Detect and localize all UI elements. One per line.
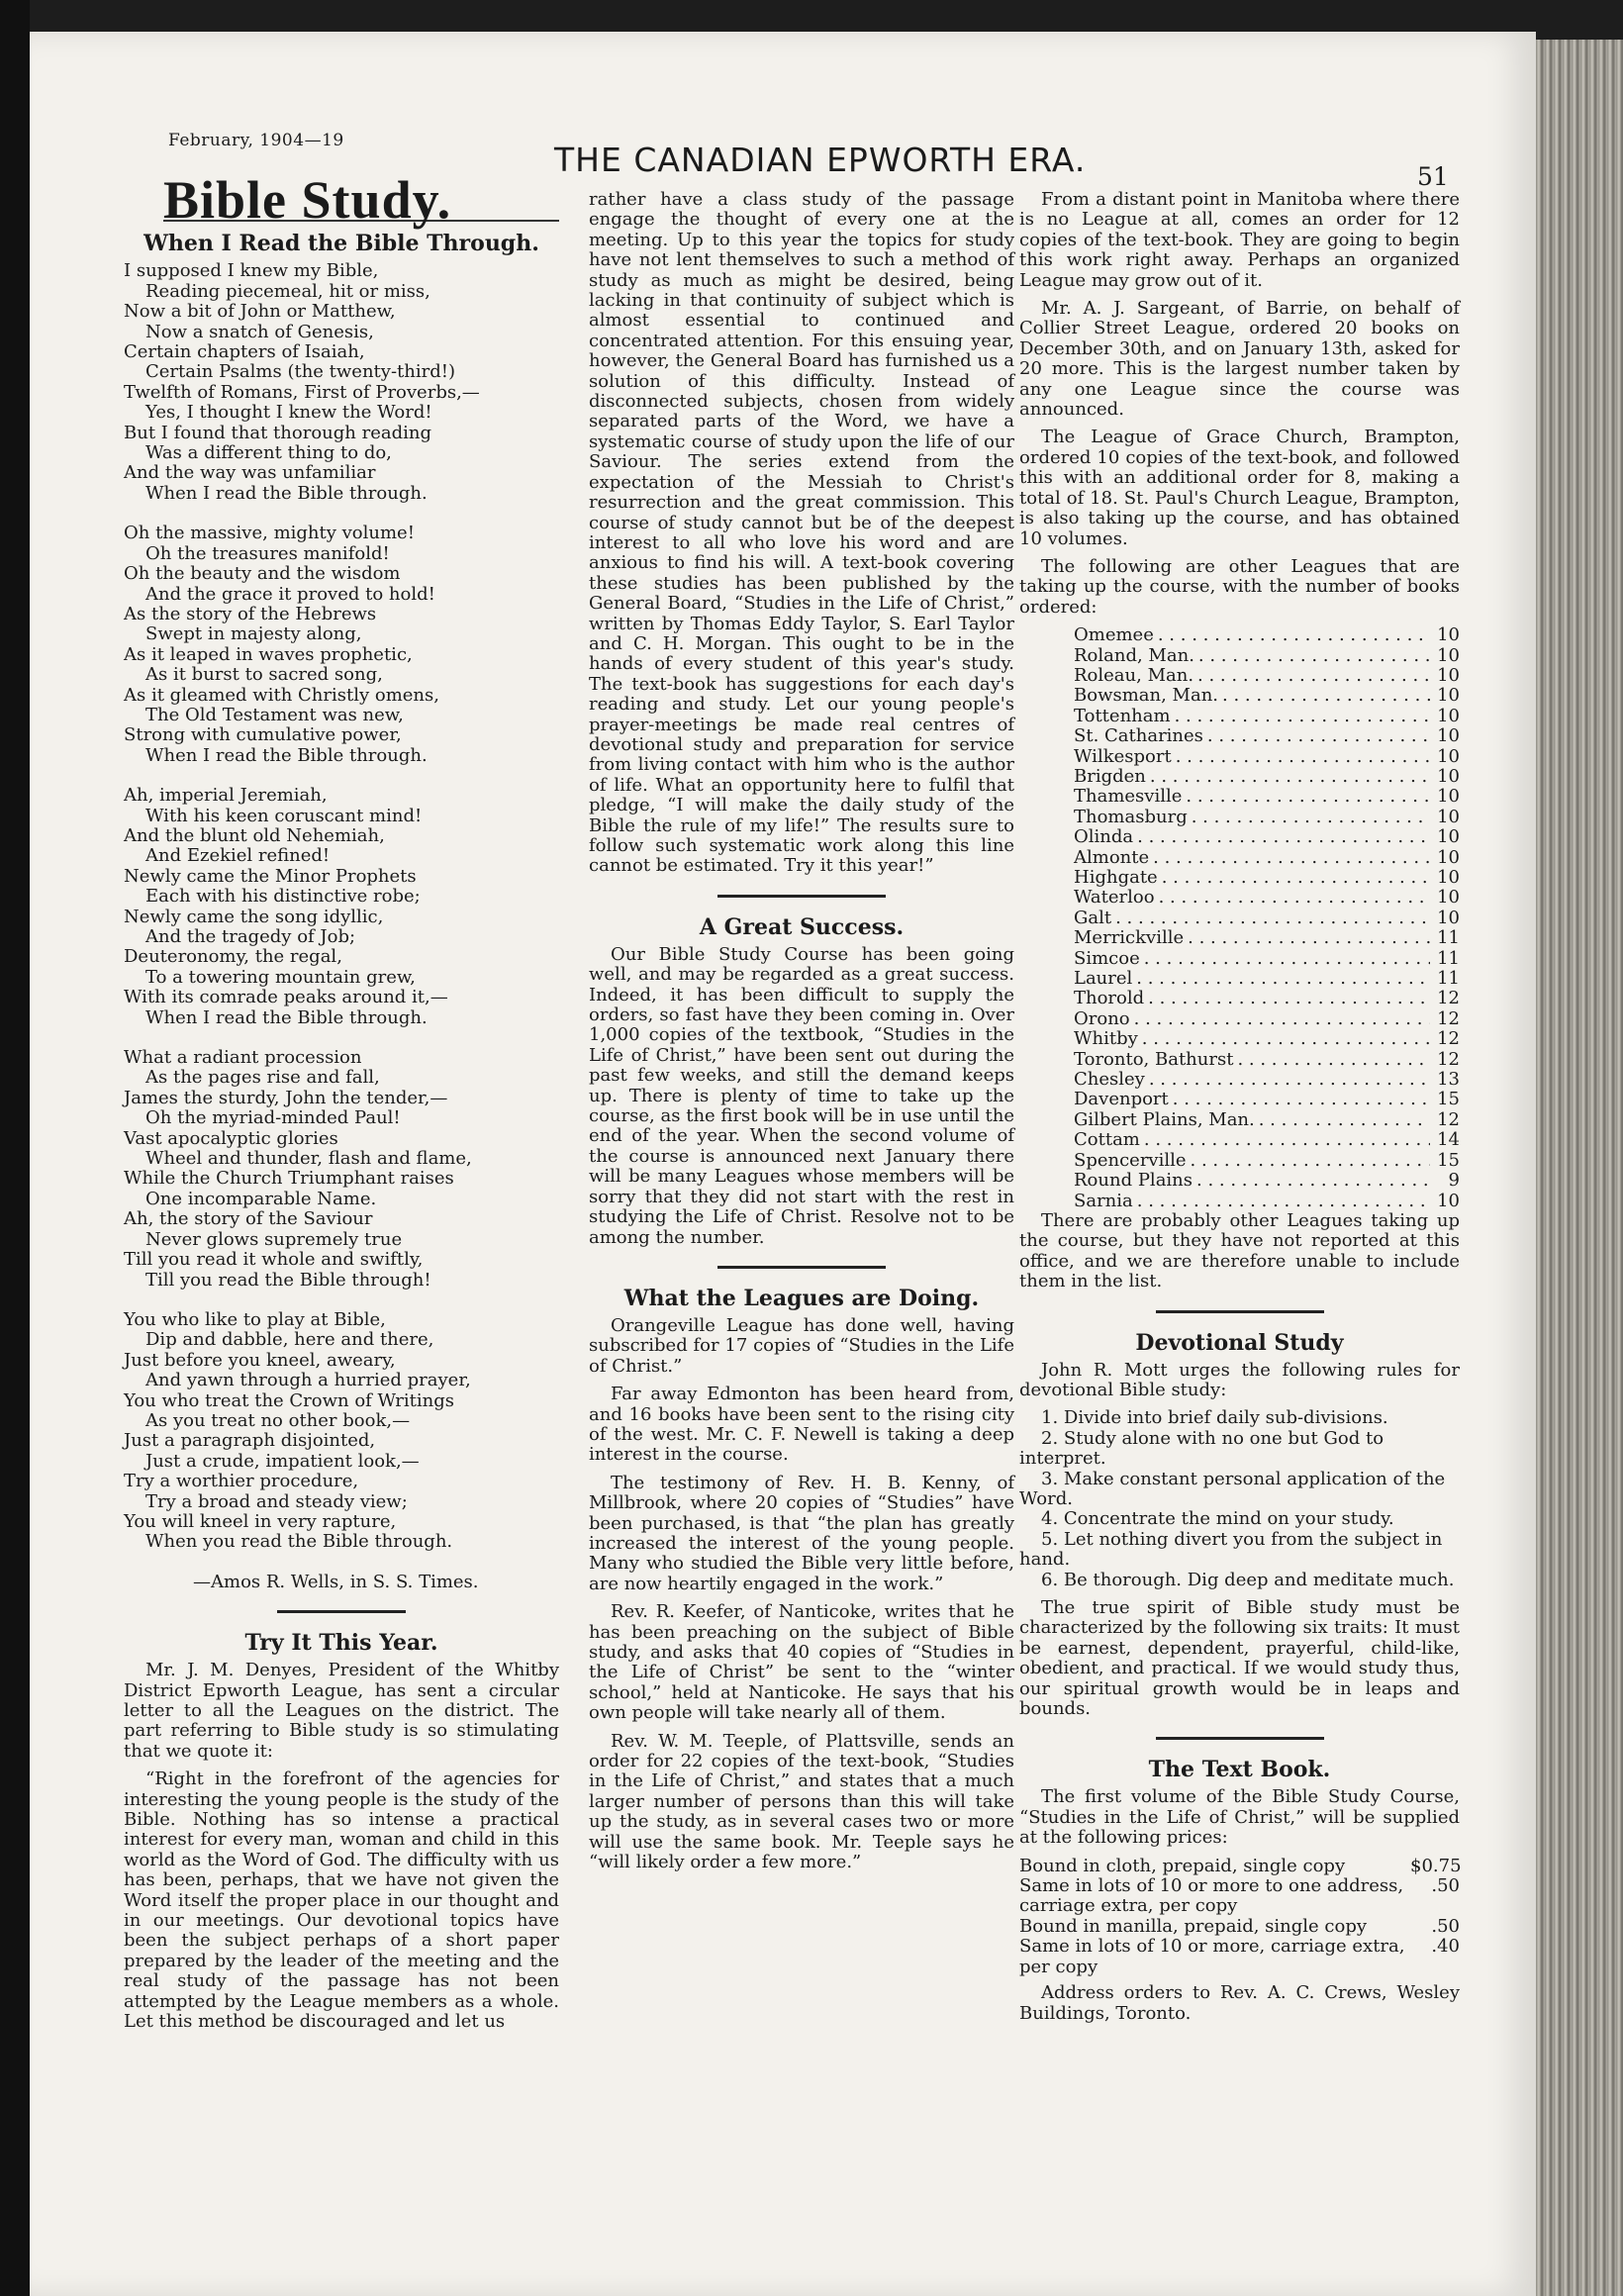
league-count: 10 [1437, 725, 1460, 747]
poem-line: Certain Psalms (the twenty-third!) [145, 361, 456, 383]
poem-line: Deuteronomy, the regal, [124, 946, 342, 968]
league-name: Simcoe [1074, 947, 1140, 969]
poem-line: I supposed I knew my Bible, [124, 260, 379, 282]
poem-line: One incomparable Name. [145, 1188, 377, 1209]
devotional-rules [1019, 1408, 1460, 1590]
poem-line: And Ezekiel refined! [145, 845, 331, 867]
price-description: Bound in cloth, prepaid, single copy [1019, 1855, 1346, 1876]
poem-line: As the story of the Hebrews [124, 603, 377, 624]
order-address: Address orders to Rev. A. C. Crews, Wesley Buildings, Toronto. [1019, 1982, 1460, 2024]
divider [1156, 1737, 1324, 1740]
dot-leader [1162, 868, 1430, 888]
col3-paragraph: The League of Grace Church, Brampton, ordered 10 copies of the text-book, and followed this with an additional order for 8, making a total of 18. St. Paul's Church League, Brampton, is also taking up the course, and has obtained 10 volumes. [1019, 427, 1460, 549]
poem-line: Twelfth of Romans, First of Proverbs,— [124, 381, 480, 403]
poem-line: James the sturdy, John the tender,— [124, 1087, 448, 1108]
league-list-item [1019, 707, 1460, 726]
league-count: 15 [1437, 1089, 1460, 1110]
league-name: Gilbert Plains, Man. [1074, 1108, 1255, 1130]
price-description: Same in lots of 10 or more to one address, carriage extra, per copy [1019, 1875, 1404, 1917]
poem-line: Each with his distinctive robe; [145, 886, 421, 908]
poem-line: While the Church Triumphant raises [124, 1168, 454, 1190]
league-count: 12 [1437, 1108, 1460, 1130]
poem-line: Just before you kneel, aweary, [124, 1349, 396, 1371]
league-list-item [1019, 827, 1460, 847]
poem-line: And the tragedy of Job; [145, 926, 356, 947]
col3-paragraph: The following are other Leagues that are taking up the course, with the number of books ordered: [1019, 555, 1460, 618]
success-paragraph: Our Bible Study Course has been going well, and may be regarded as a great success. Indeed, it has been difficult to supply the orders, so fast have they been coming in. Over 1,000 copies of the textbook, “Studies in the Life of Christ,” have been sent out during the past few weeks, and still the demand keeps up. There is plenty of time to take up the course, as the first book will be in use until the end of the year. When the second volume of the course is announced next January there will be many Leagues whose members will be sorry that they did not start with the rest in studying the Life of Christ. Resolve not to be among the number. [589, 943, 1014, 1248]
column-1 [124, 170, 559, 2041]
price-value: .40 [1431, 1936, 1460, 1958]
league-name: Whitby [1074, 1028, 1138, 1050]
dot-leader [1186, 787, 1430, 807]
poem-stanza [124, 524, 559, 766]
poem-line: Swept in majesty along, [145, 623, 362, 645]
league-name: Waterloo [1074, 887, 1155, 909]
dot-leader [1150, 767, 1430, 787]
poem-line: When you read the Bible through. [145, 1531, 453, 1553]
price-row [1019, 1857, 1460, 1876]
league-name: Spencerville [1074, 1149, 1187, 1171]
poem-line: When I read the Bible through. [145, 482, 428, 504]
try-title: Try It This Year. [244, 1630, 438, 1657]
league-name: Brigden [1074, 765, 1146, 787]
leagues-paragraph: Orangeville League has done well, having subscribed for 17 copies of “Studies in the Life of Christ.” [589, 1314, 1014, 1377]
leagues-paragraph: Far away Edmonton has been heard from, and 16 books have been sent to the rising city of the west. Mr. C. F. Newell is taking a deep interest in the course. [589, 1384, 1014, 1466]
poem-line: Now a snatch of Genesis, [145, 321, 374, 342]
dot-leader [1173, 1090, 1430, 1109]
dot-leader [1149, 1070, 1430, 1090]
league-list-item [1019, 646, 1460, 666]
league-name: Laurel [1074, 968, 1133, 990]
league-name: Roland, Man. [1074, 644, 1194, 666]
dot-leader [1197, 666, 1430, 686]
league-name: Roleau, Man. [1074, 664, 1194, 686]
poem-stanza [124, 1310, 559, 1553]
league-count: 12 [1437, 988, 1460, 1009]
league-count: 12 [1437, 1007, 1460, 1029]
dot-leader [1222, 686, 1430, 706]
league-list-item [1019, 686, 1460, 706]
devotional-rule: 4. Concentrate the mind on your study. [1041, 1508, 1394, 1530]
dot-leader [1196, 1171, 1430, 1191]
league-list-item [1019, 1090, 1460, 1109]
poem-line: As the pages rise and fall, [145, 1067, 380, 1089]
dot-leader [1153, 848, 1430, 868]
poem-line: The Old Testament was new, [145, 704, 404, 725]
league-name: Davenport [1074, 1089, 1169, 1110]
poem-line: And the way was unfamiliar [124, 462, 376, 484]
dot-leader [1176, 747, 1430, 767]
dot-leader [1191, 1151, 1430, 1171]
dot-leader [1148, 989, 1430, 1008]
league-count: 11 [1437, 927, 1460, 949]
price-value: .50 [1431, 1875, 1460, 1897]
league-count: 11 [1437, 947, 1460, 969]
league-name: Wilkesport [1074, 745, 1172, 767]
price-row [1019, 1917, 1460, 1937]
page-number: 51 [1417, 162, 1449, 191]
magazine-page [30, 32, 1536, 2296]
league-name: Merrickville [1074, 927, 1185, 949]
league-name: Galt [1074, 907, 1112, 928]
masthead-title: THE CANADIAN EPWORTH ERA. [554, 141, 1087, 179]
devotional-rule: 2. Study alone with no one but God to interpret. [1019, 1427, 1384, 1470]
league-list-item [1019, 1009, 1460, 1029]
continued-paragraph: rather have a class study of the passage engage the thought of every one at the meeting. Up to this year the topics for study have not lent themselves to such a method of study as much as might be desired, being lacking in that continuity of subject which is almost essential to continued and concentrated attention. For this ensuing year, however, the General Board has furnished us a solution of this difficulty. Instead of disconnected subjects, chosen from widely separated parts of the Word, we have a systematic course of study upon the life of our Saviour. The series extend from the expectation of the Messiah to Christ's resurrection and the great commission. This course of study cannot but be of the deepest interest to all who love his word and are anxious to find his will. A text-book covering these studies has been published by the General Board, “Studies in the Life of Christ,” written by Thomas Eddy Taylor, S. Earl Taylor and C. H. Morgan. This ought to be in the hands of every student of this year's study. The text-book has suggestions for each day's reading and study. Let our young people's prayer-meetings be made real centres of devotional study and preparation for service from living contact with him who is the author of life. What an opportunity here to fulfil that pledge, “I will make the daily study of the Bible the rule of my life!” The results sure to follow such systematic work along this line cannot be estimated. Try it this year!” [589, 189, 1014, 877]
poem-line: To a towering mountain grew, [145, 966, 416, 988]
poem-line: Just a crude, impatient look,— [145, 1450, 420, 1472]
league-name: Cottam [1074, 1129, 1140, 1151]
price-row [1019, 1876, 1460, 1917]
divider [1156, 1310, 1324, 1313]
poem-line: Oh the treasures manifold! [145, 542, 390, 564]
dot-leader [1175, 707, 1430, 726]
leagues-list [1019, 625, 1460, 1211]
league-list-item [1019, 1029, 1460, 1049]
dot-leader [1192, 808, 1430, 827]
league-list-item [1019, 808, 1460, 827]
league-count: 10 [1437, 806, 1460, 827]
devotional-title: Devotional Study [1135, 1329, 1344, 1356]
poem-line: With its comrade peaks around it,— [124, 987, 448, 1008]
after-list-paragraph: There are probably other Leagues taking up the course, but they have not reported at this office, and we are therefore unable to include them in the list. [1019, 1209, 1460, 1292]
league-count: 10 [1437, 664, 1460, 686]
dot-leader [1137, 827, 1430, 847]
league-count: 10 [1437, 644, 1460, 666]
poem-line: Newly came the song idyllic, [124, 906, 384, 927]
poem-line: Now a bit of John or Matthew, [124, 301, 396, 323]
textbook-intro: The first volume of the Bible Study Course, “Studies in the Life of Christ,” will be supplied at the following prices: [1019, 1786, 1460, 1849]
divider [717, 1266, 886, 1269]
league-list-item [1019, 1192, 1460, 1211]
league-count: 15 [1437, 1149, 1460, 1171]
dot-leader [1259, 1110, 1430, 1130]
devotional-closing: The true spirit of Bible study must be characterized by the following six traits: It must be earnest, dependent, prayerful, child-like, obedient, and practical. If we would study thus, our spiritual growth would be in leaps and bounds. [1019, 1597, 1460, 1720]
league-list-item [1019, 726, 1460, 746]
poem-line: Wheel and thunder, flash and flame, [145, 1148, 472, 1170]
league-count: 10 [1437, 705, 1460, 726]
col3-paragraph: Mr. A. J. Sargeant, of Barrie, on behalf of Collier Street League, ordered 20 books on December 30th, and on January 13th, asked for 20 more. This is the largest number taken by any one League since the course was announced. [1019, 298, 1460, 421]
league-list-item [1019, 1151, 1460, 1171]
league-name: Sarnia [1074, 1190, 1133, 1211]
league-list-item [1019, 848, 1460, 868]
poem-line: Ah, imperial Jeremiah, [124, 785, 328, 807]
divider [277, 1610, 406, 1613]
dot-leader [1137, 1192, 1430, 1211]
price-value: $0.75 [1410, 1855, 1462, 1876]
price-list [1019, 1857, 1460, 1977]
poem-attribution: —Amos R. Wells, in S. S. Times. [193, 1571, 479, 1592]
league-name: Thamesville [1074, 786, 1183, 808]
poem-line: You who treat the Crown of Writings [124, 1389, 454, 1411]
league-list-item [1019, 787, 1460, 807]
league-count: 12 [1437, 1028, 1460, 1050]
dot-leader [1134, 1009, 1430, 1029]
league-list-item [1019, 1050, 1460, 1070]
league-list-item [1019, 909, 1460, 928]
poem-line: Till you read it whole and swiftly, [124, 1249, 424, 1271]
dot-leader [1198, 646, 1430, 666]
dot-leader [1142, 1029, 1430, 1049]
poem-line: What a radiant procession [124, 1047, 362, 1069]
dot-leader [1237, 1050, 1430, 1070]
dot-leader [1144, 949, 1430, 969]
league-count: 13 [1437, 1069, 1460, 1091]
dot-leader [1158, 625, 1430, 645]
poem-line: As it leaped in waves prophetic, [124, 643, 413, 665]
league-list-item [1019, 969, 1460, 989]
league-name: Highgate [1074, 867, 1158, 888]
league-count: 10 [1437, 685, 1460, 707]
league-name: Orono [1074, 1007, 1130, 1029]
poem-title: When I Read the Bible Through. [143, 231, 539, 257]
league-list-item [1019, 1070, 1460, 1090]
league-count: 14 [1437, 1129, 1460, 1151]
poem-line: Certain chapters of Isaiah, [124, 341, 365, 363]
textbook-title: The Text Book. [1148, 1757, 1331, 1783]
league-name: Almonte [1074, 846, 1150, 868]
book-binding [1536, 40, 1623, 2296]
league-name: Omemee [1074, 624, 1154, 646]
league-count: 10 [1437, 1190, 1460, 1211]
dot-leader [1136, 969, 1430, 989]
poem-line: Yes, I thought I knew the Word! [145, 402, 432, 424]
issue-date: February, 1904—19 [168, 131, 344, 150]
poem-line: Dip and dabble, here and there, [145, 1329, 434, 1351]
dot-leader [1144, 1130, 1430, 1150]
league-name: St. Catharines [1074, 725, 1203, 747]
league-list-item [1019, 666, 1460, 686]
league-count: 10 [1437, 786, 1460, 808]
poem-line: As it gleamed with Christly omens, [124, 684, 439, 706]
poem-line: Till you read the Bible through! [145, 1269, 431, 1291]
league-name: Tottenham [1074, 705, 1171, 726]
leagues-paragraph: The testimony of Rev. H. B. Kenny, of Millbrook, where 20 copies of “Studies” have been purchased, is that “the plan has greatly increased the interest of the young people. Many who studied the Bible very little before, are now heartily engaged in the work.” [589, 1472, 1014, 1594]
league-count: 10 [1437, 765, 1460, 787]
league-list-item [1019, 767, 1460, 787]
price-description: Bound in manilla, prepaid, single copy [1019, 1915, 1368, 1937]
poem-stanza [124, 1048, 559, 1291]
poem-line: When I read the Bible through. [145, 1006, 428, 1028]
poem-line: Vast apocalyptic glories [124, 1127, 338, 1149]
league-name: Toronto, Bathurst [1074, 1048, 1234, 1070]
devotional-rule: 3. Make constant personal application of the Word. [1019, 1468, 1446, 1509]
poem-line: And yawn through a hurried prayer, [145, 1370, 471, 1391]
league-count: 10 [1437, 907, 1460, 928]
league-name: Chesley [1074, 1069, 1145, 1091]
poem-line: But I found that thorough reading [124, 422, 431, 443]
poem-line: Oh the massive, mighty volume! [124, 523, 415, 544]
left-page-edge [0, 0, 30, 2296]
poem-stanza [124, 261, 559, 504]
league-list-item [1019, 989, 1460, 1008]
price-description: Same in lots of 10 or more, carriage extra, per copy [1019, 1936, 1405, 1977]
league-name: Thomasburg [1074, 806, 1188, 827]
poem-line: With his keen coruscant mind! [145, 805, 423, 826]
poem-line: Never glows supremely true [145, 1228, 403, 1250]
poem-line: Ah, the story of the Saviour [124, 1208, 373, 1230]
poem-line: Reading piecemeal, hit or miss, [145, 280, 430, 302]
league-count: 10 [1437, 887, 1460, 909]
poem-line: Try a worthier procedure, [124, 1471, 359, 1492]
poem-line: Oh the myriad-minded Paul! [145, 1107, 401, 1129]
poem-line: Just a paragraph disjointed, [124, 1430, 376, 1452]
dot-leader [1188, 928, 1430, 948]
league-count: 10 [1437, 867, 1460, 888]
devotional-intro: John R. Mott urges the following rules for devotional Bible study: [1019, 1359, 1460, 1400]
league-list-item [1019, 928, 1460, 948]
poem-line: As you treat no other book,— [145, 1409, 411, 1431]
leagues-paragraph: Rev. R. Keefer, of Nanticoke, writes that he has been preaching on the subject of Bible study, and asks that 40 copies of “Studies in the Life of Christ” be sent to the “winter school,” held at Nanticoke. He says that his own people will take nearly all of them. [589, 1601, 1014, 1724]
col3-paragraph: From a distant point in Manitoba where there is no League at all, comes an order for 12 copies of the text-book. They are going to begin this work right away. Perhaps an organized League may grow out of it. [1019, 189, 1460, 291]
try-paragraph-1: Mr. J. M. Denyes, President of the Whitby District Epworth League, has sent a circular letter to all the Leagues on the district. The part referring to Bible study is so stimulating that we quote it: [124, 1660, 559, 1762]
poem-line: You will kneel in very rapture, [124, 1510, 397, 1532]
column-3 [1019, 190, 1460, 2032]
poem-line: Newly came the Minor Prophets [124, 865, 417, 887]
section-title: Bible Study. [163, 170, 452, 230]
dot-leader [1207, 726, 1430, 746]
poem-line: And the grace it proved to hold! [145, 583, 435, 605]
devotional-rule: 5. Let nothing divert you from the subject in hand. [1019, 1528, 1443, 1571]
league-list-item [1019, 1110, 1460, 1130]
poem-line: Strong with cumulative power, [124, 724, 402, 746]
league-name: Bowsman, Man. [1074, 685, 1219, 707]
poem-line: Try a broad and steady view; [145, 1490, 408, 1512]
dot-leader [1115, 909, 1430, 928]
divider [717, 895, 886, 898]
league-count: 9 [1448, 1170, 1460, 1192]
league-count: 10 [1437, 826, 1460, 848]
poem-line: You who like to play at Bible, [124, 1308, 386, 1330]
poem [124, 261, 559, 1552]
league-list-item [1019, 625, 1460, 645]
dot-leader [1159, 888, 1430, 908]
league-list-item [1019, 1130, 1460, 1150]
poem-stanza [124, 786, 559, 1028]
poem-line: And the blunt old Nehemiah, [124, 824, 385, 846]
league-list-item [1019, 949, 1460, 969]
devotional-rule: 6. Be thorough. Dig deep and meditate much. [1041, 1569, 1455, 1590]
poem-line: Oh the beauty and the wisdom [124, 563, 401, 585]
poem-line: Was a different thing to do, [145, 442, 392, 464]
league-name: Round Plains [1074, 1170, 1193, 1192]
column-2 [589, 190, 1014, 1880]
poem-line: As it burst to sacred song, [145, 664, 383, 686]
price-value: .50 [1431, 1915, 1460, 1937]
poem-line: When I read the Bible through. [145, 744, 428, 766]
league-count: 11 [1437, 968, 1460, 990]
league-list-item [1019, 868, 1460, 888]
league-list-item [1019, 1171, 1460, 1191]
league-name: Olinda [1074, 826, 1134, 848]
league-list-item [1019, 747, 1460, 767]
try-paragraph-2: “Right in the forefront of the agencies for interesting the young people is the study of the Bible. Nothing has so intense a practical interest for every man, woman and child in this world as the Word of God. The difficulty with us has been, perhaps, that we have not given the Word itself the proper place in our thought and in our meetings. Our devotional topics have been the subject perhaps of a short paper prepared by the leader of the meeting and the real study of the passage has not been attempted by the League members as a whole. Let this method be discouraged and let us [124, 1769, 559, 2033]
price-row [1019, 1937, 1460, 1977]
league-count: 12 [1437, 1048, 1460, 1070]
success-title: A Great Success. [699, 913, 905, 940]
leagues-title: What the Leagues are Doing. [623, 1285, 980, 1311]
league-list-item [1019, 888, 1460, 908]
league-count: 10 [1437, 745, 1460, 767]
league-name: Thorold [1074, 988, 1145, 1009]
league-count: 10 [1437, 846, 1460, 868]
leagues-paragraph: Rev. W. M. Teeple, of Plattsville, sends an order for 22 copies of the text-book, “Studies in the Life of Christ,” and states that a much larger number of persons than this will take up the study, as in several cases two or more will use the same book. Mr. Teeple says he “will likely order a few more.” [589, 1730, 1014, 1873]
devotional-rule: 1. Divide into brief daily sub-divisions. [1041, 1407, 1388, 1429]
league-count: 10 [1437, 624, 1460, 646]
